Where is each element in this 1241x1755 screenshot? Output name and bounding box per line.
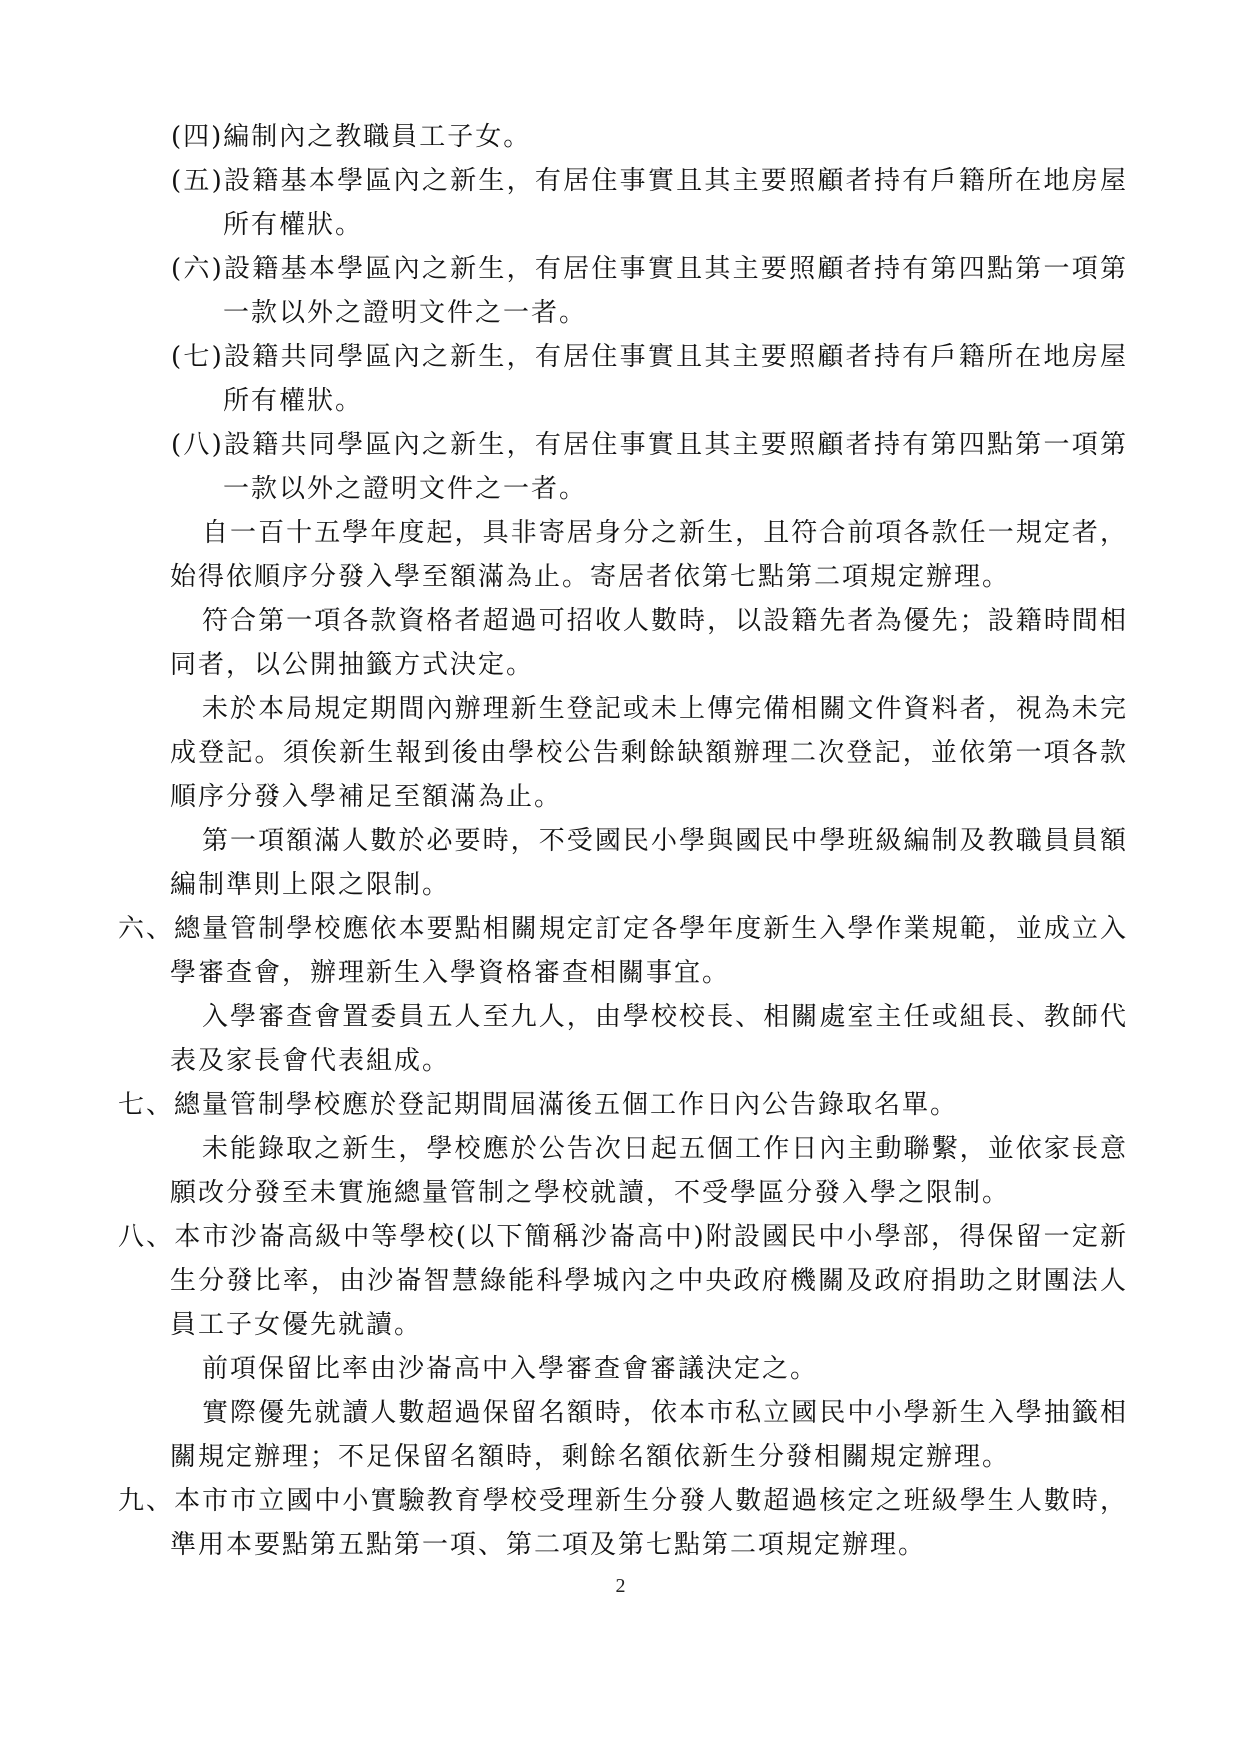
paragraph: 未能錄取之新生，學校應於公告次日起五個工作日內主動聯繫，並依家長意願改分發至未實施總量管制之學校就讀，不受學區分發入學之限制。 (170, 1134, 1128, 1208)
article-item-7: 七、總量管制學校應於登記期間屆滿後五個工作日內公告錄取名單。 (118, 1090, 959, 1120)
paragraph: 前項保留比率由沙崙高中入學審查會審議決定之。 (202, 1354, 819, 1384)
article-item-6: 六、總量管制學校應依本要點相關規定訂定各學年度新生入學作業規範，並成立入學審查會，辦理新生入學資格審查相關事宜。 (118, 914, 1128, 988)
paragraph: 實際優先就讀人數超過保留名額時，依本市私立國民中小學新生入學抽籤相關規定辦理；不足保留名額時，剩餘名額依新生分發相關規定辦理。 (170, 1398, 1128, 1472)
article-item-9: 九、本市市立國中小實驗教育學校受理新生分發人數超過核定之班級學生人數時，準用本要點第五點第一項、第二項及第七點第二項規定辦理。 (118, 1486, 1128, 1560)
document-body (118, 115, 1128, 1567)
page-number: 2 (615, 1575, 626, 1597)
paragraph: 未於本局規定期間內辦理新生登記或未上傳完備相關文件資料者，視為未完成登記。須俟新生報到後由學校公告剩餘缺額辦理二次登記，並依第一項各款順序分發入學補足至額滿為止。 (170, 694, 1128, 812)
paragraph: 第一項額滿人數於必要時，不受國民小學與國民中學班級編制及教職員員額編制準則上限之限制。 (170, 826, 1128, 900)
paragraph: 符合第一項各款資格者超過可招收人數時，以設籍先者為優先；設籍時間相同者，以公開抽籤方式決定。 (170, 606, 1128, 680)
sub-item-6: (六)設籍基本學區內之新生，有居住事實且其主要照顧者持有第四點第一項第一款以外之證明文件之一者。 (171, 254, 1128, 328)
paragraph: 入學審查會置委員五人至九人，由學校校長、相關處室主任或組長、教師代表及家長會代表組成。 (170, 1002, 1128, 1076)
sub-item-4: (四)編制內之教職員工子女。 (171, 122, 532, 152)
sub-item-7: (七)設籍共同學區內之新生，有居住事實且其主要照顧者持有戶籍所在地房屋所有權狀。 (171, 342, 1128, 416)
article-item-8: 八、本市沙崙高級中等學校(以下簡稱沙崙高中)附設國民中小學部，得保留一定新生分發比率，由沙崙智慧綠能科學城內之中央政府機關及政府捐助之財團法人員工子女優先就讀。 (118, 1222, 1128, 1340)
sub-item-5: (五)設籍基本學區內之新生，有居住事實且其主要照顧者持有戶籍所在地房屋所有權狀。 (171, 166, 1128, 240)
sub-item-8: (八)設籍共同學區內之新生，有居住事實且其主要照顧者持有第四點第一項第一款以外之證明文件之一者。 (171, 430, 1128, 504)
paragraph: 自一百十五學年度起，具非寄居身分之新生，且符合前項各款任一規定者，始得依順序分發入學至額滿為止。寄居者依第七點第二項規定辦理。 (170, 518, 1128, 592)
